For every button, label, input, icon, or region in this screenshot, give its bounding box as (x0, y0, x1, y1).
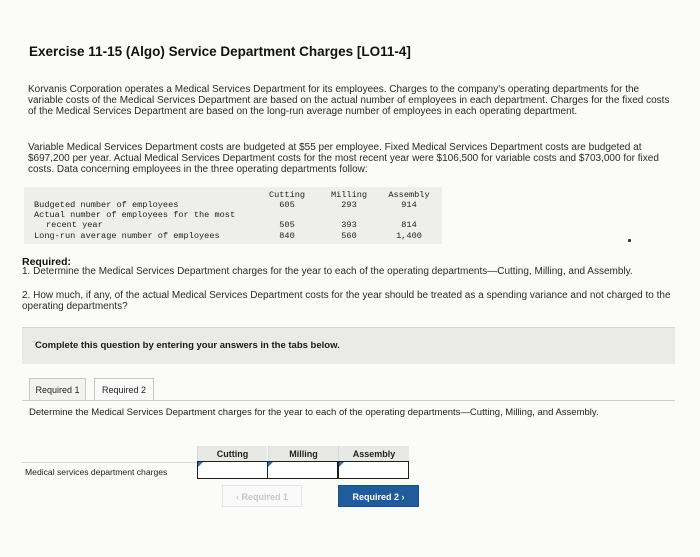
cell-actual-milling: 393 (341, 220, 357, 230)
cell-longrun-milling: 560 (341, 231, 357, 241)
cell-actual-assembly: 814 (401, 220, 417, 230)
employee-data-table (24, 187, 442, 244)
cost-paragraph: Variable Medical Services Department costs are budgeted at $55 per employee. Fixed Medical Services Department costs are budgeted at $697,200 per year. Actual Medical Services Department costs for the most recent year were $106,500 for variable costs and $703,000 for fixed costs. Data concerning employees in the three operating departments follow: (28, 142, 659, 176)
row-label-longrun: Long-run average number of employees (34, 231, 220, 241)
answer-col-assembly: Assembly (338, 446, 409, 462)
row-label-actual-cont: recent year (46, 220, 103, 230)
instruction-text: Complete this question by entering your answers in the tabs below. (35, 340, 340, 351)
cell-actual-cutting: 505 (279, 220, 295, 230)
answer-col-cutting: Cutting (197, 446, 267, 462)
exercise-title: Exercise 11-15 (Algo) Service Department Charges [LO11-4] (29, 44, 411, 59)
task-instruction: Determine the Medical Services Department charges for the year to each of the operating departments—Cutting, Milling, and Assembly. (29, 407, 599, 418)
cell-budgeted-milling: 293 (341, 200, 357, 210)
next-required-2-button[interactable]: Required 2 › (338, 485, 419, 507)
cell-budgeted-cutting: 605 (279, 200, 295, 210)
cutting-charge-input[interactable] (197, 461, 268, 479)
row-label-budgeted: Budgeted number of employees (34, 200, 179, 210)
milling-charge-input[interactable] (267, 461, 338, 479)
tab-required-1[interactable]: Required 1 (29, 378, 86, 401)
tab-panel-divider (22, 400, 675, 401)
prev-required-1-button[interactable]: ‹ Required 1 (222, 485, 302, 507)
assembly-charge-input[interactable] (338, 461, 409, 479)
row-label-actual: Actual number of employees for the most (34, 210, 236, 220)
required-item-1: 1. Determine the Medical Services Department charges for the year to each of the operating departments—Cutting, Milling, and Assembly. (22, 266, 633, 277)
col-header-assembly: Assembly (388, 190, 430, 200)
col-header-milling: Milling (330, 190, 368, 200)
cell-longrun-assembly: 1,400 (396, 231, 422, 241)
tab-required-2[interactable]: Required 2 (94, 378, 154, 401)
required-item-2: 2. How much, if any, of the actual Medical Services Department costs for the year should be treated as a spending variance and not charged to the operating departments? (22, 290, 671, 313)
answer-row-label: Medical services department charges (22, 462, 197, 480)
cell-budgeted-assembly: 914 (401, 200, 417, 210)
instruction-banner (22, 327, 675, 364)
answer-col-milling: Milling (268, 446, 338, 462)
col-header-cutting: Cutting (268, 190, 306, 200)
cell-longrun-cutting: 840 (279, 231, 295, 241)
intro-paragraph: Korvanis Corporation operates a Medical Services Department for its employees. Charges to the company's operating departments for the variable costs of the Medical Services Department are based on the actual number of employees in each department. Charges for the fixed costs of the Medical Services Department are based on the long-run average number of employees in each operating department. (28, 84, 670, 118)
cursor-dot (628, 239, 631, 242)
required-heading: Required: (22, 256, 72, 268)
